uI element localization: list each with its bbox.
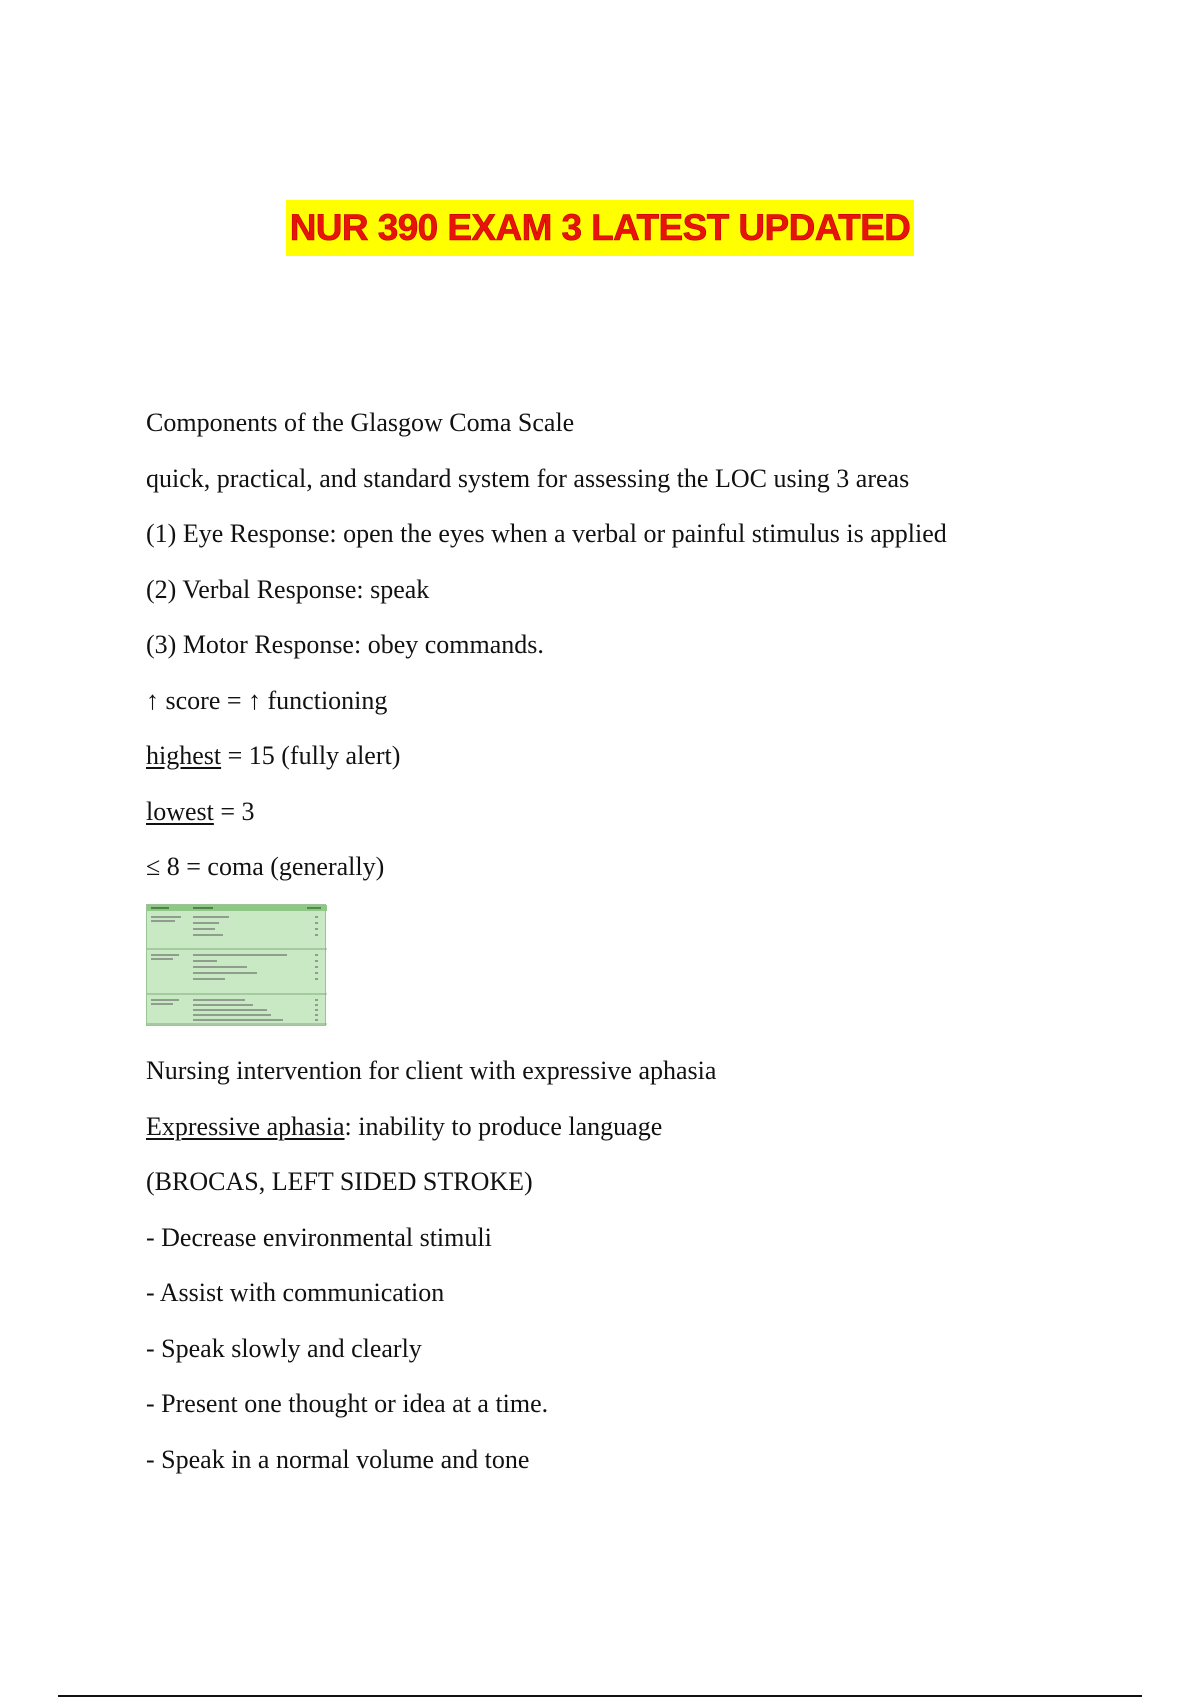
aphasia-definition-text: : inability to produce language: [344, 1111, 663, 1141]
title-banner: [0, 200, 1200, 256]
gcs-table-image: [146, 904, 326, 1026]
page-bottom-rule: [58, 1695, 1142, 1697]
gcs-highest-value: = 15 (fully alert): [221, 741, 401, 770]
aphasia-note: (BROCAS, LEFT SIDED STROKE): [146, 1167, 533, 1196]
aphasia-intervention-4: - Present one thought or idea at a time.: [146, 1389, 549, 1418]
gcs-lowest-label: lowest: [146, 796, 214, 826]
gcs-heading: Components of the Glasgow Coma Scale: [146, 408, 575, 437]
gcs-motor-response: (3) Motor Response: obey commands.: [146, 630, 544, 659]
gcs-highest-label: highest: [146, 741, 222, 770]
aphasia-definition: [146, 1112, 1106, 1142]
gcs-lowest-value: = 3: [213, 796, 255, 826]
document-body: [146, 408, 1106, 1500]
aphasia-intervention-3: - Speak slowly and clearly: [146, 1333, 422, 1363]
gcs-highest: [146, 741, 1106, 771]
gcs-table-graphic: [147, 905, 327, 1027]
aphasia-definition-term: Expressive aphasia: [146, 1111, 345, 1141]
aphasia-intervention-1: - Decrease environmental stimuli: [146, 1222, 492, 1252]
gcs-verbal-response: (2) Verbal Response: speak: [146, 574, 430, 604]
aphasia-heading: Nursing intervention for client with expressive aphasia: [146, 1056, 717, 1085]
aphasia-intervention-5: - Speak in a normal volume and tone: [146, 1444, 530, 1474]
aphasia-intervention-2: - Assist with communication: [146, 1278, 445, 1307]
gcs-score-rule: ↑ score = ↑ functioning: [146, 685, 388, 715]
gcs-eye-response: (1) Eye Response: open the eyes when a verbal or painful stimulus is applied: [146, 519, 947, 548]
gcs-coma-rule: ≤ 8 = coma (generally): [146, 852, 385, 881]
gcs-description: quick, practical, and standard system for assessing the LOC using 3 areas: [146, 463, 910, 493]
gcs-lowest: [146, 797, 1106, 827]
document-title: NUR 390 EXAM 3 LATEST UPDATED: [286, 200, 915, 256]
